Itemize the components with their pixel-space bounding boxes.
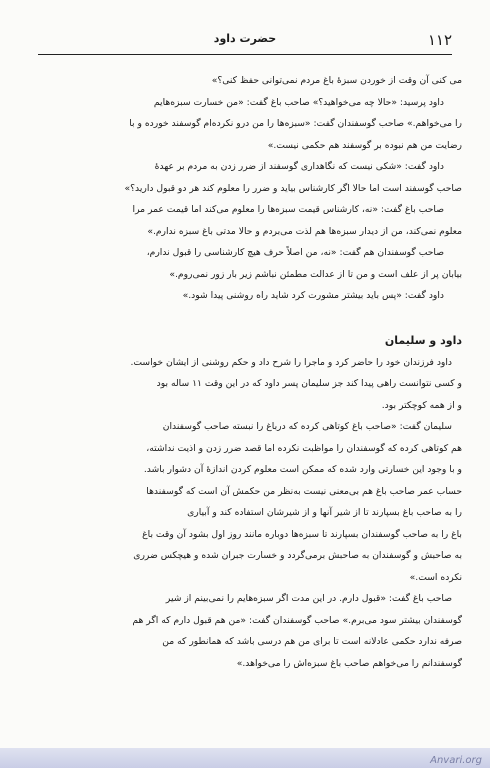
text-line: رضایت من هم نبوده بر گوسفند هم حکمی نیست.» bbox=[267, 139, 462, 151]
text-line: گوسفندانم را می‌خواهم صاحب باغ سبزه‌اش را می‌خواهد.» bbox=[236, 657, 462, 669]
text-line: بیابان پر از علف است و من تا از عدالت مطمئن نباشم زیر بار زور نمی‌روم.» bbox=[169, 268, 462, 280]
text-line: داود فرزندان خود را حاضر کرد و ماجرا را شرح داد و حکم روشنی از ایشان خواست. bbox=[130, 356, 452, 368]
text-line: معلوم نمی‌کند، من از دیدار سبزه‌ها هم لذت می‌بردم و حالا مدتی باغ سبزه ندارم.» bbox=[147, 225, 462, 237]
page-header bbox=[38, 28, 452, 55]
body-text bbox=[28, 70, 462, 674]
page-number: ۱۱۲ bbox=[427, 31, 452, 49]
text-line: صاحب گوسفندان هم گفت: «نه، من اصلاً حرف هیچ کارشناسی را قبول ندارم، bbox=[146, 247, 444, 258]
text-line: نکرده است.» bbox=[409, 571, 462, 583]
text-line: داود گفت: «شکی نیست که نگاهداری گوسفند از ضرر زدن به مردم بر عهدهٔ bbox=[154, 161, 444, 172]
footer-band bbox=[0, 748, 490, 768]
text-line: و با وجود این خسارتی وارد شده که ممکن است معلوم کردن اندازهٔ آن دشوار باشد. bbox=[143, 464, 462, 475]
text-line: و از همه کوچکتر بود. bbox=[381, 399, 462, 411]
text-line: داود پرسید: «حالا چه می‌خواهید؟» صاحب باغ گفت: «من خسارت سبزه‌هایم bbox=[153, 96, 444, 108]
text-line: داود گفت: «پس باید بیشتر مشورت کرد شاید راه روشنی پیدا شود.» bbox=[182, 290, 444, 301]
text-line: باغ را به صاحب گوسفندان بسپارند تا سبزه‌ها دوباره مانند روز اول بشود آن وقت باغ bbox=[142, 528, 462, 540]
text-line: گوسفندان بیشتر سود می‌برم.» صاحب گوسفندان گفت: «من هم قبول دارم که اگر هم bbox=[132, 614, 462, 626]
text-line: صاحب باغ گفت: «قبول دارم. در این مدت اگر سبزه‌هایم را نمی‌بینم از شیر bbox=[165, 593, 452, 604]
running-title: حضرت داود bbox=[213, 32, 277, 45]
watermark-logo: Anvari.org bbox=[430, 755, 482, 766]
text-line: حساب عمر صاحب باغ هم بی‌معنی نیست به‌نظر من حکمش آن است که گوسفندها bbox=[146, 485, 462, 497]
text-line: به صاحبش و گوسفندان به صاحبش برمی‌گردد و خسارت جبران شده و هیچکس ضرری bbox=[133, 550, 462, 561]
text-line: می کنی آن وقت از خوردن سبزهٔ باغ مردم نمی‌توانی حفظ کنی؟» bbox=[211, 75, 462, 86]
text-line: هم کوتاهی کرده که گوسفندان را مواظبت نکرده اما قصد ضرر زدن و اذیت نداشته، bbox=[146, 442, 462, 454]
text-line: را به صاحب باغ بسپارند تا از شیر آنها و از شیرشان استفاده کند و آبیاری bbox=[187, 507, 462, 518]
text-line: را می‌خواهم.» صاحب گوسفندان گفت: «سبزه‌ها را من درو نکرده‌ام گوسفند خورده و با bbox=[129, 118, 462, 129]
section-heading: داود و سلیمان bbox=[384, 333, 462, 347]
text-line: و کسی نتوانست راهی پیدا کند جز سلیمان پسر داود که در این وقت ۱۱ ساله بود bbox=[156, 378, 462, 389]
text-line: صاحب گوسفند است اما حالا اگر کارشناس بیاید و ضرر را معلوم کند هر دو قبول دارید؟» bbox=[124, 182, 462, 194]
text-line: سلیمان گفت: «صاحب باغ کوتاهی کرده که درباغ را نبسته صاحب گوسفندان bbox=[162, 421, 452, 432]
text-line: صاحب باغ گفت: «نه، کارشناس قیمت سبزه‌ها را معلوم می‌کند اما قیمت عمر مرا bbox=[132, 204, 444, 215]
text-line: صرفه ندارد حکمی عادلانه است تا برای من هم درسی باشد که همانطور که من bbox=[162, 636, 462, 647]
